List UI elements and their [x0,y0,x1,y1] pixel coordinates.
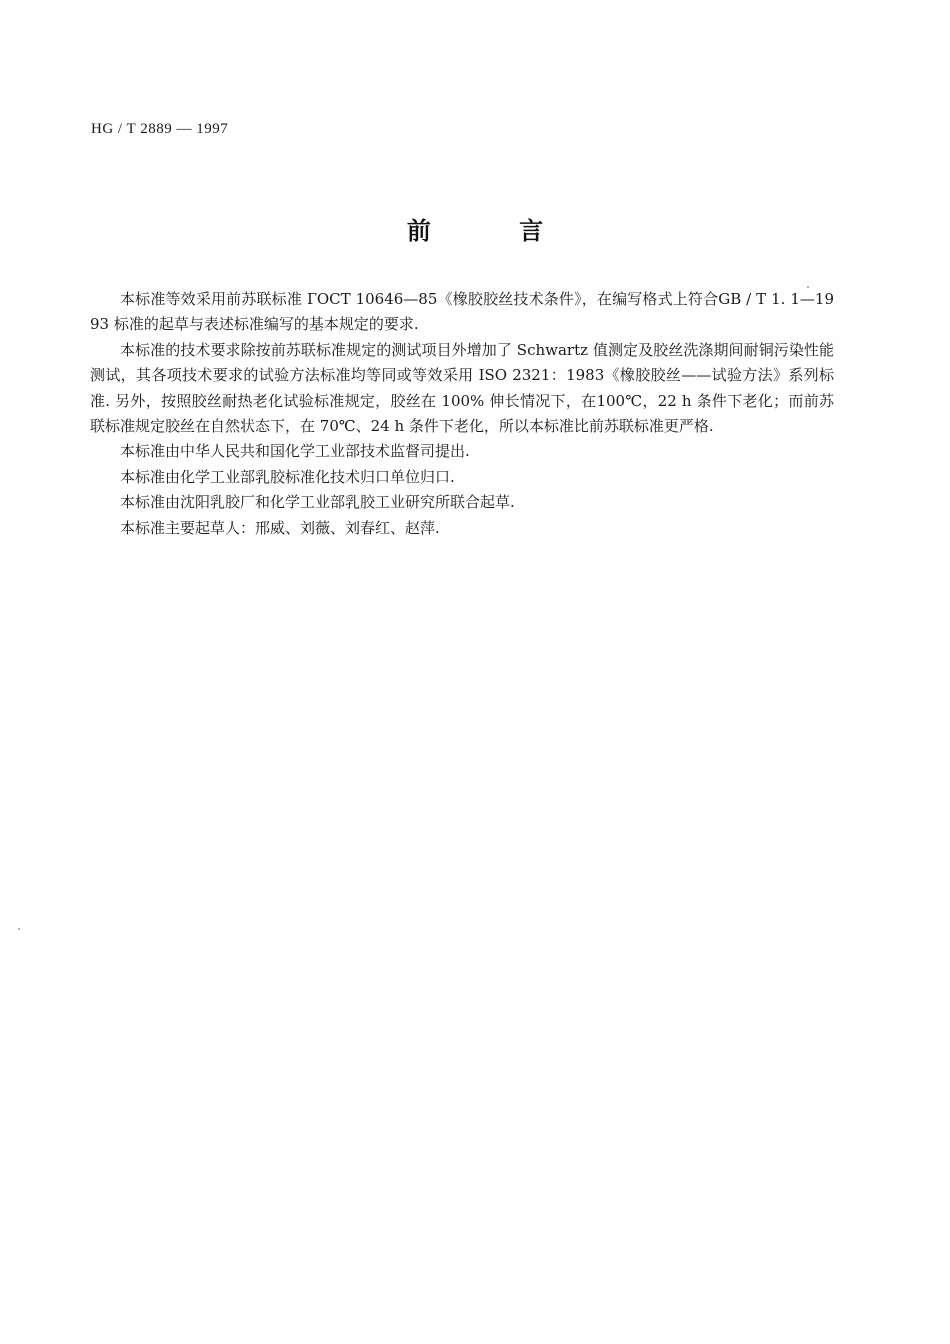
standard-code: HG / T 2889 — 1997 [91,121,229,137]
paragraph-proposed-by: 本标准由中华人民共和国化学工业部技术监督司提出. [120,442,470,461]
paragraph-main-drafters: 本标准主要起草人：邢威、刘薇、刘春红、赵萍. [120,518,440,537]
page-title: 前 言 [406,217,584,245]
scan-speck [807,286,809,288]
paragraph-adoption: 本标准等效采用前苏联标准 ГОСТ 10646—85《橡胶胶丝技术条件》，在编写格式上符合GB / T 1. 1—1993 标准的起草与表述标准编写的基本规定的要求. [90,290,834,334]
paragraph-centralized-by: 本标准由化学工业部乳胶标准化技术归口单位归口. [120,467,455,486]
scan-speck [18,928,20,930]
paragraph-drafted-by: 本标准由沈阳乳胶厂和化学工业部乳胶工业研究所联合起草. [120,493,515,512]
foreword-body [90,287,834,541]
paragraph-technical-requirements: 本标准的技术要求除按前苏联标准规定的测试项目外增加了 Schwartz 值测定及胶丝洗涤期间耐铜污染性能测试，其各项技术要求的试验方法标准均等同或等效采用 ISO 2321：1983《橡胶胶丝——试验方法》系列标准. 另外，按照胶丝耐热老化试验标准规定，胶丝在 100% 伸长情况下，在100℃，22 h 条件下老化；而前苏联标准规定胶丝在自然状态下，在 70℃、24 h 条件下老化，所以本标准比前苏联标准更严格. [90,340,834,436]
